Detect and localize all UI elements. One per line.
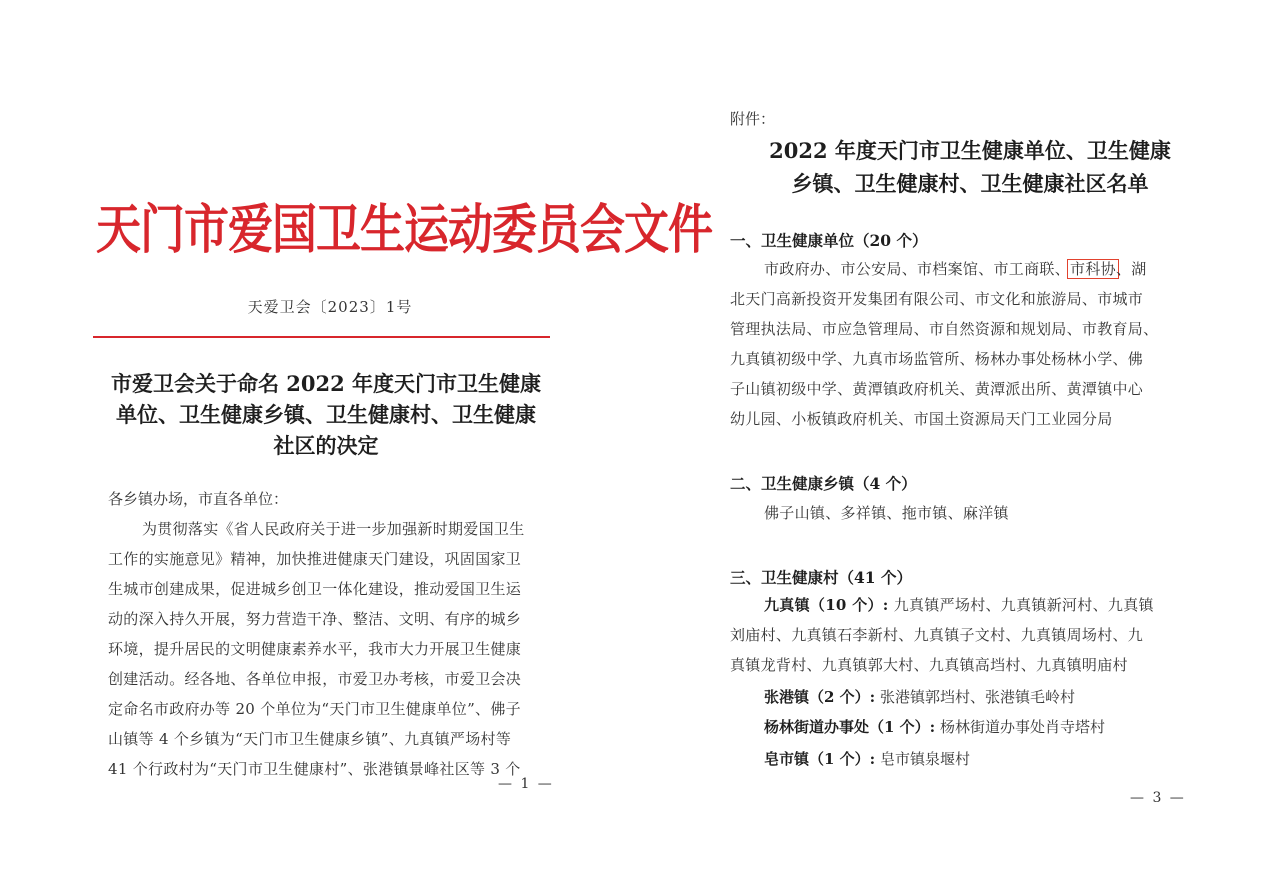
- town-name-jiuzhen: 九真镇（10 个）:: [764, 596, 889, 614]
- document-header-title: 天门市爱国卫生运动委员会文件: [96, 197, 713, 261]
- units-line: 九真镇初级中学、九真市场监管所、杨林办事处杨林小学、佛: [730, 350, 1144, 368]
- units-line: 子山镇初级中学、黄潭镇政府机关、黄潭派出所、黄潭镇中心: [730, 380, 1144, 398]
- towns-list: [730, 498, 1192, 528]
- town-name-yanglin: 杨林街道办事处（1 个）:: [764, 718, 936, 736]
- body-line: 创建活动。经各地、各单位申报，市爱卫办考核，市爱卫会决: [108, 670, 522, 688]
- body-line: 41 个行政村为“天门市卫生健康村”、张港镇景峰社区等 3 个: [108, 760, 521, 778]
- body-line: 为贯彻落实《省人民政府关于进一步加强新时期爱国卫生: [142, 520, 525, 538]
- section-heading-units: 一、卫生健康单位（20 个）: [730, 231, 928, 250]
- attachment-title: [730, 134, 1210, 200]
- units-text: 、湖: [1115, 260, 1147, 278]
- section-heading-villages: 三、卫生健康村（41 个）: [730, 568, 912, 587]
- villages-text: 杨林街道办事处肖寺塔村: [935, 718, 1105, 736]
- towns-line: 佛子山镇、多祥镇、拖市镇、麻洋镇: [764, 504, 1009, 522]
- villages-text: 皂市镇泉堰村: [875, 750, 970, 768]
- villages-zhanggang: [764, 686, 1075, 707]
- villages-text: 张港镇郭垱村、张港镇毛岭村: [875, 688, 1075, 706]
- villages-line: 真镇龙背村、九真镇郭大村、九真镇高垱村、九真镇明庙村: [730, 656, 1128, 674]
- villages-line: [730, 590, 1192, 620]
- units-line: 北天门高新投资开发集团有限公司、市文化和旅游局、市城市: [730, 290, 1144, 308]
- attachment-title-line: 2022 年度天门市卫生健康单位、卫生健康: [769, 138, 1171, 163]
- body-line: 定命名市政府办等 20 个单位为“天门市卫生健康单位”、佛子: [108, 700, 521, 718]
- decision-title: [96, 368, 556, 461]
- units-line: 管理执法局、市应急管理局、市自然资源和规划局、市教育局、: [730, 320, 1159, 338]
- units-list: [730, 254, 1192, 434]
- decision-title-line: 市爱卫会关于命名 2022 年度天门市卫生健康: [110, 371, 542, 396]
- units-text: 市政府办、市公安局、市档案馆、市工商联、: [764, 260, 1071, 278]
- body-line: 山镇等 4 个乡镇为“天门市卫生健康乡镇”、九真镇严场村等: [108, 730, 512, 748]
- document-number: 天爱卫会〔2023〕1号: [247, 298, 413, 316]
- page-number: — 1 —: [498, 776, 554, 792]
- town-name-zhanggang: 张港镇（2 个）:: [764, 688, 876, 706]
- salutation: 各乡镇办场，市直各单位：: [108, 490, 289, 508]
- red-divider: [93, 336, 550, 338]
- page-number: — 3 —: [1130, 790, 1186, 806]
- units-line: [730, 254, 1192, 284]
- villages-zaoshi: [764, 748, 970, 769]
- villages-line: 刘庙村、九真镇石李新村、九真镇子文村、九真镇周场村、九: [730, 626, 1144, 644]
- section-heading-towns: 二、卫生健康乡镇（4 个）: [730, 474, 917, 493]
- decision-title-line: 单位、卫生健康乡镇、卫生健康村、卫生健康: [116, 402, 536, 427]
- attachment-label: 附件：: [730, 110, 776, 128]
- document-page-3: [640, 0, 1280, 886]
- highlighted-unit: 市科协: [1067, 259, 1119, 279]
- units-line: 幼儿园、小板镇政府机关、市国土资源局天门工业园分局: [730, 410, 1113, 428]
- body-line: 环境，提升居民的文明健康素养水平，我市大力开展卫生健康: [108, 640, 522, 658]
- body-text: [108, 514, 554, 784]
- villages-text: 九真镇严场村、九真镇新河村、九真镇: [888, 596, 1154, 614]
- villages-jiuzhen: [730, 590, 1192, 680]
- decision-title-line: 社区的决定: [273, 433, 379, 458]
- town-name-zaoshi: 皂市镇（1 个）:: [764, 750, 876, 768]
- body-line: 生城市创建成果，促进城乡创卫一体化建设，推动爱国卫生运: [108, 580, 522, 598]
- body-line: 动的深入持久开展，努力营造干净、整洁、文明、有序的城乡: [108, 610, 522, 628]
- villages-yanglin: [764, 716, 1105, 737]
- body-line: 工作的实施意见》精神，加快推进健康天门建设，巩固国家卫: [108, 550, 522, 568]
- attachment-title-line: 乡镇、卫生健康村、卫生健康社区名单: [791, 171, 1149, 196]
